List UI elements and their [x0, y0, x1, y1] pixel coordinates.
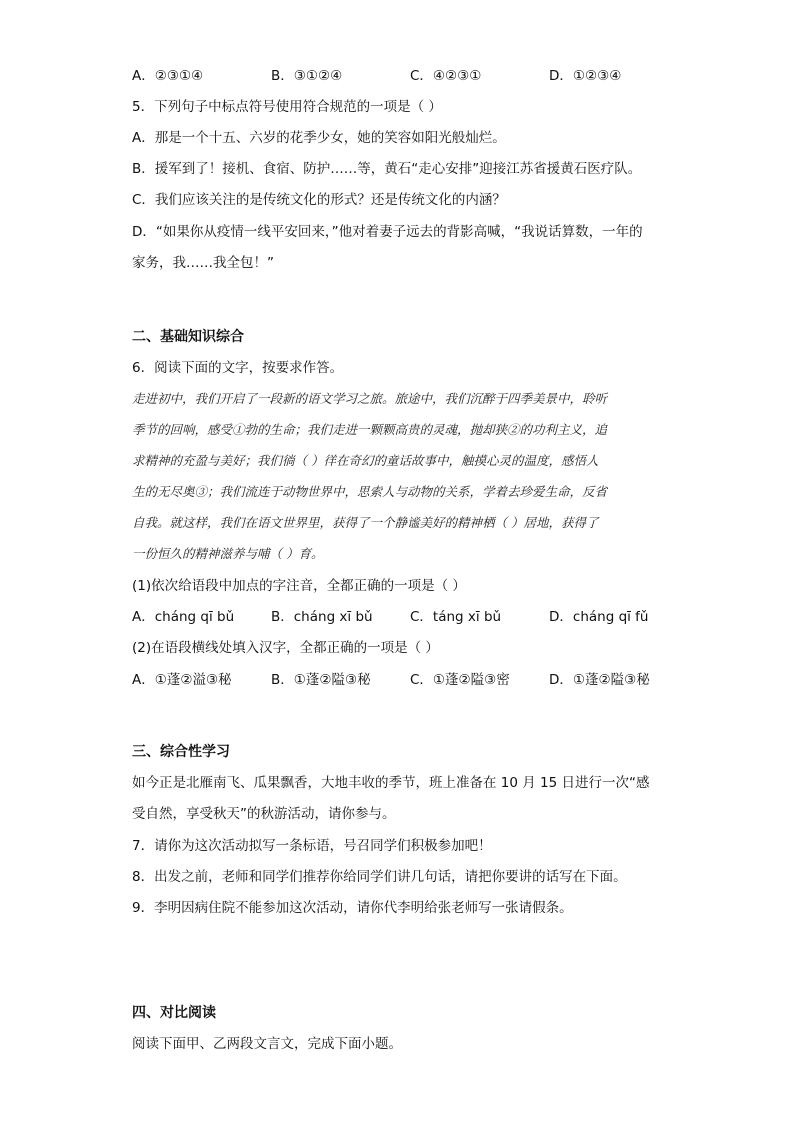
q6-sub2-option-c: C．①蓬②隘③密 — [410, 672, 510, 688]
q7-stem: 7．请你为这次活动拟写一条标语，号召同学们积极参加吧！ — [132, 838, 492, 854]
q6-sub2-stem: (2)在语段横线处填入汉字，全都正确的一项是（ ） — [132, 640, 439, 656]
section2-heading: 二、基础知识综合 — [132, 329, 244, 345]
q6-sub1-option-d: D．cháng qī fǔ — [549, 609, 649, 625]
q9-stem: 9．李明因病住院不能参加这次活动，请你代李明给张老师写一张请假条。 — [132, 900, 573, 916]
section3-intro-line1: 如今正是北雁南飞、瓜果飘香，大地丰收的季节，班上准备在 10 月 15 日进行一次“感 — [132, 775, 650, 791]
q6-passage-line: 自我。就这样，我们在语文世界里，获得了一个静谧美好的精神栖（ ）居地，获得了 — [132, 515, 599, 530]
q5-option-c: C．我们应该关注的是传统文化的形式？还是传统文化的内涵？ — [132, 192, 506, 208]
q6-passage-line: 求精神的充盈与美好；我们徜（ ）徉在奇幻的童话故事中，触摸心灵的温度，感悟人 — [132, 453, 599, 468]
section3-heading: 三、综合性学习 — [132, 744, 230, 760]
q4-option-c: C．④②③① — [410, 68, 482, 84]
q6-sub2-option-d: D．①蓬②隘③秘 — [549, 672, 650, 688]
q6-stem: 6．阅读下面的文字，按要求作答。 — [132, 360, 344, 376]
q6-passage-line: 走进初中，我们开启了一段新的语文学习之旅。旅途中，我们沉醉于四季美景中，聆听 — [132, 391, 608, 406]
q5-stem: 5．下列句子中标点符号使用符合规范的一项是（ ） — [132, 99, 442, 115]
q4-option-d: D．①②③④ — [549, 68, 622, 84]
q5-option-d-line2: 家务，我……我全包！” — [132, 255, 274, 271]
q4-option-a: A．②③①④ — [132, 68, 204, 84]
q6-sub1-option-a: A．cháng qī bǔ — [132, 609, 235, 625]
section4-intro: 阅读下面甲、乙两段文言文，完成下面小题。 — [132, 1036, 402, 1052]
q6-sub1-option-b: B．cháng xī bǔ — [271, 609, 373, 625]
q4-option-b: B．③①②④ — [271, 68, 343, 84]
q6-sub2-option-b: B．①蓬②隘③秘 — [271, 672, 371, 688]
q6-sub1-stem: (1)依次给语段中加点的字注音，全都正确的一项是（ ） — [132, 578, 466, 594]
q6-passage-line: 一份恒久的精神滋养与哺（ ）育。 — [132, 546, 324, 561]
section4-heading: 四、对比阅读 — [132, 1005, 216, 1021]
section3-intro-line2: 受自然，享受秋天”的秋游活动，请你参与。 — [132, 806, 396, 822]
q6-sub1-option-c: C．táng xī bǔ — [410, 609, 502, 625]
q6-sub2-option-a: A．①蓬②溢③秘 — [132, 672, 232, 688]
q5-option-a: A．那是一个十五、六岁的花季少女，她的笑容如阳光般灿烂。 — [132, 130, 506, 146]
q8-stem: 8．出发之前，老师和同学们推荐你给同学们讲几句话，请把你要讲的话写在下面。 — [132, 869, 627, 885]
q6-passage-line: 季节的回响，感受①勃的生命；我们走进一颗颗高贵的灵魂，抛却狭②的功利主义，追 — [132, 422, 608, 437]
q5-option-d-line1: D．“如果你从疫情一线平安回来，”他对着妻子远去的背影高喊，“我说话算数，一年的 — [132, 224, 643, 240]
q5-option-b: B．援军到了！接机、食宿、防护……等，黄石“走心安排”迎接江苏省援黄石医疗队。 — [132, 161, 642, 177]
q6-passage-line: 生的无尽奥③；我们流连于动物世界中，思索人与动物的关系，学着去珍爱生命，反省 — [132, 484, 608, 499]
